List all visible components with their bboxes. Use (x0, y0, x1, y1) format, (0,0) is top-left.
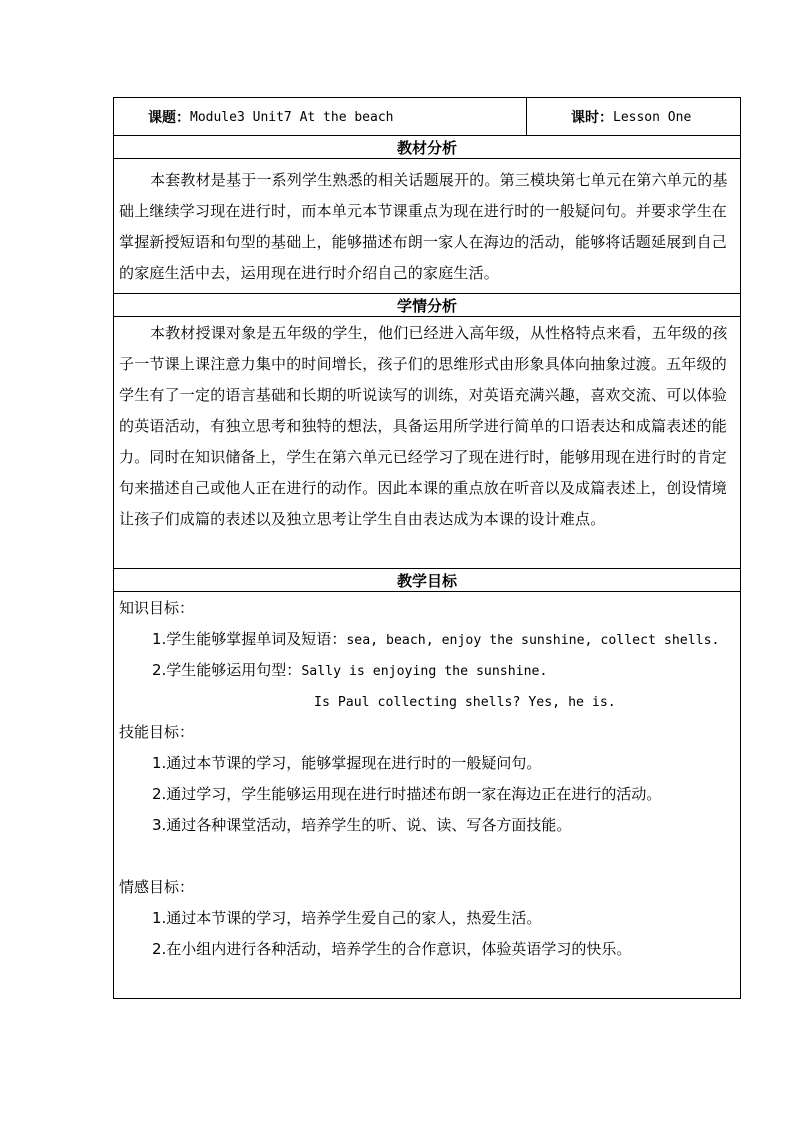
title-row (114, 98, 740, 136)
knowledge-item-2 (119, 655, 740, 686)
topic-cell (114, 98, 527, 136)
emotion-item-2: 2.在小组内进行各种活动，培养学生的合作意识，体验英语学习的快乐。 (152, 940, 632, 958)
knowledge-item-1 (119, 624, 740, 655)
objectives-body (114, 592, 740, 998)
objectives-heading: 教学目标 (114, 569, 740, 592)
textbook-analysis-body (114, 159, 740, 294)
textbook-analysis-heading: 教材分析 (114, 136, 740, 159)
skill-label: 技能目标： (119, 723, 195, 741)
knowledge-item-1-prefix: 1.学生能够掌握单词及短语： (152, 630, 347, 648)
textbook-analysis-text: 本套教材是基于一系列学生熟悉的相关话题展开的。第三模块第七单元在第六单元的基础上继续学习现在进行时，而本单元本节课重点为现在进行时的一般疑问句。并要求学生在掌握新授短语和句型的基础上，能够描述布朗一家人在海边的活动，能够将话题延展到自己的家庭生活中去，运用现在进行时介绍自己的家庭生活。 (119, 171, 728, 282)
emotion-label: 情感目标： (119, 878, 195, 896)
skill-item-1: 1.通过本节课的学习，能够掌握现在进行时的一般疑问句。 (152, 754, 542, 772)
knowledge-label: 知识目标： (119, 599, 195, 617)
skill-item-2: 2.通过学习，学生能够运用现在进行时描述布朗一家在海边正在进行的活动。 (152, 785, 662, 803)
period-cell (527, 98, 740, 136)
student-analysis-heading: 学情分析 (114, 294, 740, 317)
student-analysis-text: 本教材授课对象是五年级的学生，他们已经进入高年级，从性格特点来看，五年级的孩子一节课上课注意力集中的时间增长，孩子们的思维形式由形象具体向抽象过渡。五年级的学生有了一定的语言基础和长期的听说读写的训练，对英语充满兴趣，喜欢交流、可以体验的英语活动，有独立思考和独特的想法，具备运用所学进行简单的口语表达和成篇表述的能力。同时在知识储备上，学生在第六单元已经学习了现在进行时，能够用现在进行时的肯定句来描述自己或他人正在进行的动作。因此本课的重点放在听音以及成篇表述上，创设情境让孩子们成篇的表述以及独立思考让学生自由表达成为本课的设计难点。 (119, 324, 728, 528)
emotion-item-1: 1.通过本节课的学习，培养学生爱自己的家人，热爱生活。 (152, 909, 542, 927)
knowledge-item-2-prefix: 2.学生能够运用句型： (152, 661, 302, 679)
period-label: 课时： (571, 110, 613, 126)
topic-value: Module3 Unit7 At the beach (190, 109, 394, 125)
topic-label: 课题： (148, 110, 190, 126)
period-value: Lesson One (613, 109, 692, 125)
lesson-plan-table (113, 97, 741, 999)
knowledge-item-1-en: sea, beach, enjoy the sunshine, collect shells. (346, 633, 720, 648)
knowledge-item-2-en2: Is Paul collecting shells? Yes, he is. (314, 695, 616, 710)
student-analysis-body (114, 317, 740, 569)
knowledge-item-2-line-2 (119, 686, 740, 717)
spacer (119, 841, 740, 872)
knowledge-item-2-en: Sally is enjoying the sunshine. (301, 664, 548, 679)
skill-item-3: 3.通过各种课堂活动，培养学生的听、说、读、写各方面技能。 (152, 816, 572, 834)
